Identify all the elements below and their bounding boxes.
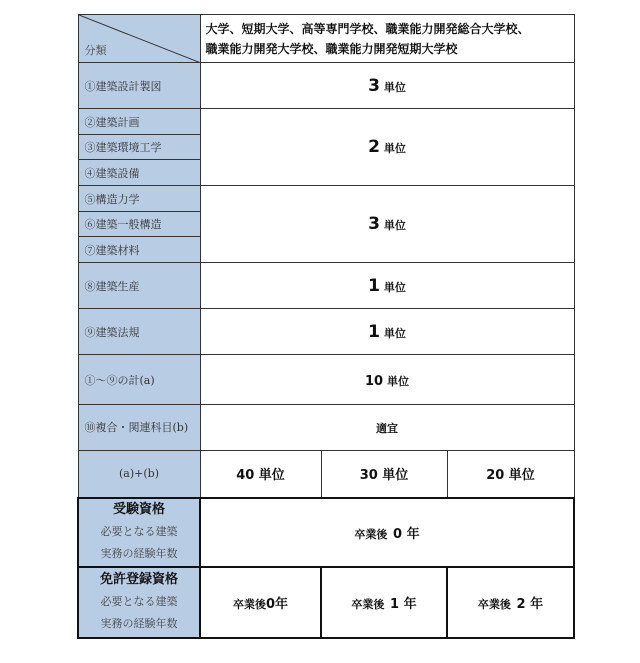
total-credits-col2: 30 単位 <box>321 451 447 498</box>
credit-number: 3 <box>368 214 380 234</box>
exam-eligibility-label <box>78 498 200 567</box>
credit-requirements-table <box>77 14 575 639</box>
years-value: 1 年 <box>390 596 417 612</box>
credit-unit: 単位 <box>383 326 406 340</box>
license-years-col2 <box>321 567 447 638</box>
exam-eligibility-value <box>200 498 574 567</box>
exam-eligibility-sub1: 必要となる建築 <box>100 525 178 538</box>
credits-structure-materials <box>200 186 574 263</box>
license-eligibility-title: 免許登録資格 <box>99 572 178 587</box>
credits-building-law <box>200 309 574 355</box>
category-planning: ②建築計画 <box>78 109 200 135</box>
credit-unit: 単位 <box>387 375 410 388</box>
credit-unit: 単位 <box>383 80 406 94</box>
years-prefix: 卒業後 <box>354 527 388 541</box>
license-years-col3 <box>447 567 574 638</box>
credits-related-subjects-b: 適宜 <box>200 405 574 451</box>
school-types-line1: 大学、短期大学、高等専門学校、職業能力開発総合大学校、 <box>205 21 530 36</box>
years-prefix: 卒業後 <box>477 597 511 611</box>
license-eligibility-sub2: 実務の経験年数 <box>100 617 178 630</box>
years-prefix: 卒業後 <box>232 597 266 611</box>
license-eligibility-sub1: 必要となる建築 <box>100 595 178 608</box>
credit-unit: 単位 <box>383 219 406 232</box>
category-header-label: 分類 <box>84 44 107 57</box>
years-value: 2 年 <box>516 596 544 612</box>
category-construction-production: ⑧建築生産 <box>78 263 200 309</box>
credit-number: 2 <box>368 137 380 157</box>
school-types-header <box>200 15 574 63</box>
credits-construction-production <box>200 263 574 309</box>
license-years-col1 <box>200 567 321 638</box>
credit-number: 1 <box>368 275 380 296</box>
years-value: 0 年 <box>393 526 420 542</box>
category-environment-engineering: ③建築環境工学 <box>78 135 200 160</box>
school-types-line2: 職業能力開発大学校、職業能力開発短期大学校 <box>205 41 458 56</box>
category-building-materials: ⑦建築材料 <box>78 237 200 263</box>
total-credits-col1: 40 単位 <box>200 451 321 498</box>
category-related-subjects-b: ⑩複合・関連科目(b) <box>78 405 200 451</box>
category-total-a-plus-b: (a)+(b) <box>78 451 200 498</box>
license-eligibility-label <box>78 567 200 638</box>
years-prefix: 卒業後 <box>351 597 385 611</box>
credit-unit: 単位 <box>383 280 406 294</box>
credits-design-drawing <box>200 63 574 109</box>
category-design-drawing: ①建築設計製図 <box>78 63 200 109</box>
credit-unit: 単位 <box>383 142 406 155</box>
credit-number: 10 <box>364 374 384 389</box>
credits-subtotal-a <box>200 355 574 405</box>
exam-eligibility-sub2: 実務の経験年数 <box>100 547 178 560</box>
exam-eligibility-title: 受験資格 <box>112 502 165 517</box>
credit-number: 1 <box>368 321 380 342</box>
category-header-cell <box>78 15 200 63</box>
years-value: 0年 <box>265 596 289 612</box>
category-structural-mechanics: ⑤構造力学 <box>78 186 200 212</box>
category-general-structure: ⑥建築一般構造 <box>78 212 200 237</box>
credit-number: 3 <box>368 75 380 96</box>
category-building-law: ⑨建築法規 <box>78 309 200 355</box>
category-building-equipment: ④建築設備 <box>78 160 200 186</box>
category-subtotal-a: ①〜⑨の計(a) <box>78 355 200 405</box>
total-credits-col3: 20 単位 <box>447 451 574 498</box>
credits-planning-environment-equipment <box>200 109 574 186</box>
